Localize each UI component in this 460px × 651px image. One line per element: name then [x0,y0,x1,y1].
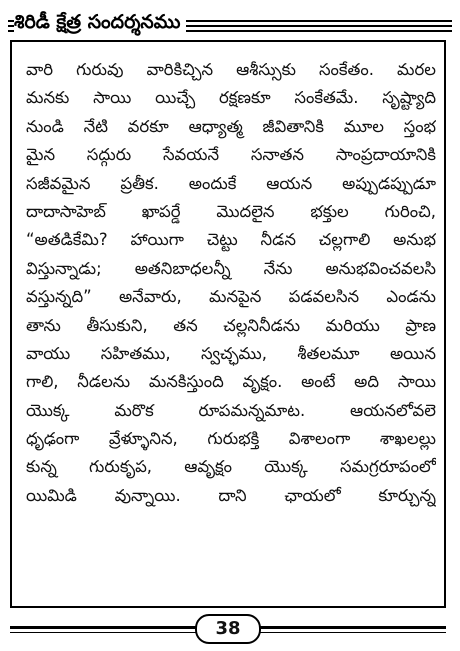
text-line: యిమిడి వున్నాయి. దాని ఛాయలో కూర్చున్న [26,485,436,505]
text-line: విస్తున్నాడు; అతనిబాధలన్నీ నేను అనుభవించవలసి [26,258,436,278]
text-line: “అతడికేమి? హాయిగా చెట్టు నీడన చల్లగాలి అనుభ [26,230,436,250]
text-line: ధృఢంగా వ్రేళ్ళూనిన, గురుభక్తి విశాలంగా శాఖలల్లు [26,429,436,449]
text-line: వస్తున్నది” అనేవారు, మనపైన పడవలసిన ఎండను [26,287,436,307]
text-line: వారి గురువు వారికిచ్చిన ఆశీస్సుకు సంకేతం. మరల [26,60,436,79]
text-line: సజీవమైన ప్రతీక. అందుకే ఆయన అప్పుడప్పుడూ [26,173,436,193]
text-line: గాలి, నీడలను మనకిస్తుంది వృక్షం. అంటే అది సాయి [26,372,436,392]
text-line: దాదాసాహెబ్ ఖాపర్డే మొదలైన భక్తుల గురించి, [26,201,436,221]
text-line: మనకు సాయి యిచ్చే రక్షణకూ సంకేతమే. సృష్ట్యాది [26,88,436,108]
body-text [26,56,436,510]
text-line: యొక్క మరొక రూపమన్నమాట. ఆయనలోవలె [26,400,436,420]
header-title: శిరిడీ క్షేత్ర సందర్శనము [14,10,186,34]
text-line: మైన సద్గురు సేవయనే సనాతన సాంప్రదాయానికి [26,145,436,165]
text-line: కున్న గురుకృప, ఆవృక్షం యొక్క సమగ్రరూపంలో [26,457,436,477]
page-footer [10,610,446,644]
page-number: 38 [195,614,261,644]
text-line: వాయు సహితము, స్వచ్ఛము, శీతలమూ అయిన [26,343,436,363]
running-header [8,8,452,38]
text-line: తాను తీసుకుని, తన చల్లనినీడను మరియు ప్రాణ [26,315,436,335]
text-line: నుండి నేటి వరకూ ఆధ్యాత్మ జీవితానికి మూల స్తంభ [26,116,436,136]
